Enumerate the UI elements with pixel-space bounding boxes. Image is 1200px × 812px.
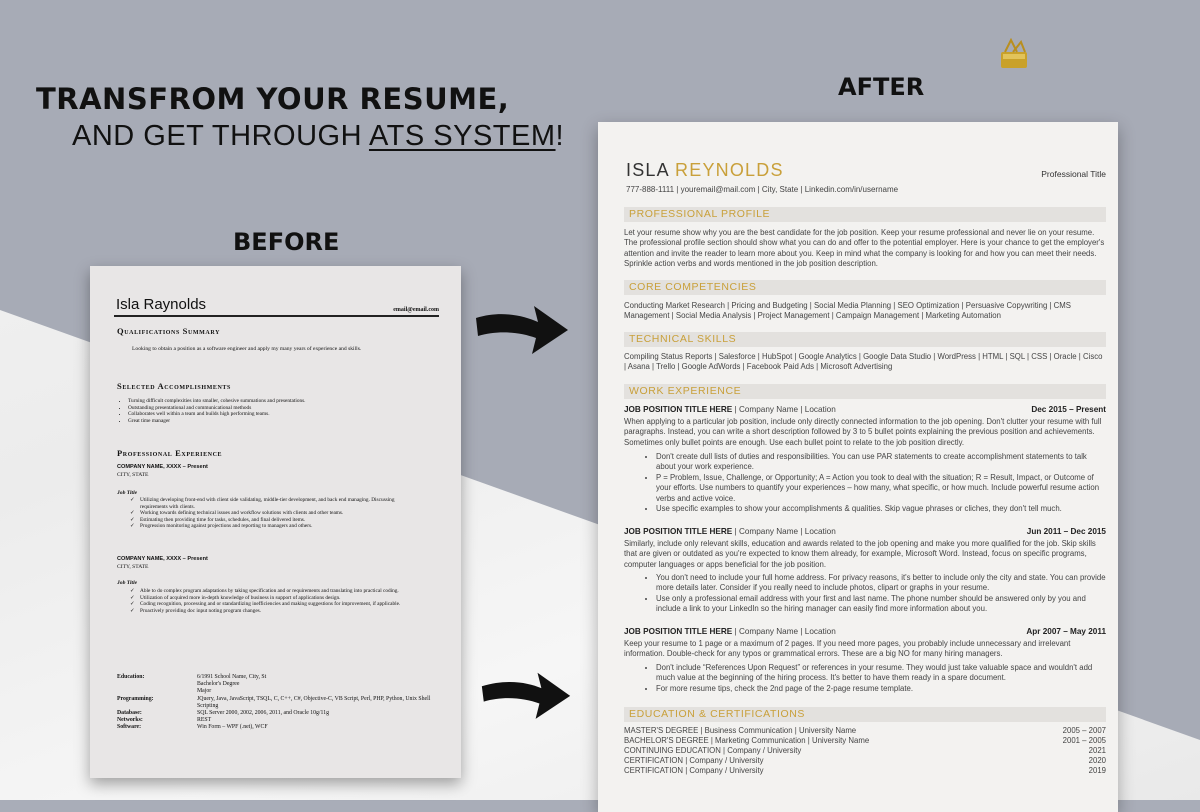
job-bullets [640, 663, 1106, 694]
job-title: Job Title [117, 580, 138, 586]
education-text: CERTIFICATION | Company / University [624, 756, 764, 765]
detail-key: Education: [117, 674, 145, 680]
list-item: • P = Problem, Issue, Challenge, or Opportunity; A = Action you took to deal with the situation; R = Result, Impact, or Outcome of your efforts. Use numbers to quantify your experiences – how many, what specific, or how much. Include powerful resume action verbs and active voice. [656, 473, 1106, 504]
job-company: | Company Name | Location [732, 527, 836, 536]
section-heading: TECHNICAL SKILLS [629, 333, 737, 345]
last-name: REYNOLDS [675, 160, 784, 180]
headline-line1: TRANSFROM YOUR RESUME, [36, 82, 510, 116]
list-item: ✓ Utilizing developing front-end with client side validating, middle-tier development, and back end managing. Discussing requirements with clients. [130, 497, 401, 510]
job-title: JOB POSITION TITLE HERE [624, 627, 733, 636]
section-heading: Selected Accomplishments [117, 381, 231, 391]
list-item: ✓ Able to do complex program adaptations by taking specification and or requirements and translating into practical coding. [130, 588, 401, 595]
section-band [624, 207, 1106, 222]
table-row [117, 674, 437, 696]
accomplishments-list [118, 398, 431, 424]
detail-key: Software: [117, 724, 142, 731]
after-resume [598, 122, 1118, 812]
binder-clip-icon [995, 38, 1035, 74]
detail-value: Win Form – WPF (.net), WCF [197, 724, 268, 731]
education-row [624, 736, 1106, 746]
before-name: Isla Raynolds [116, 296, 207, 313]
divider [114, 315, 439, 317]
job-dates: Jun 2011 – Dec 2015 [1026, 527, 1106, 536]
education-years: 2005 – 2007 [1062, 726, 1106, 735]
detail-key: Programming: [117, 695, 154, 702]
job-dates: Apr 2007 – May 2011 [1026, 627, 1106, 636]
education-text: CERTIFICATION | Company / University [624, 766, 764, 775]
after-label: AFTER [838, 73, 925, 101]
section-heading: WORK EXPERIENCE [629, 385, 742, 397]
list-item: ✓ Utilization of acquired more in-depth knowledge of business in support of applications design. [130, 595, 401, 602]
list-item: • You don't need to include your full home address. For privacy reasons, it's better to include only the city and state. You can provide more details later. Consider if you really need to include photos, clipart or graphs in your resume. [656, 573, 1106, 594]
arrow-right-icon [472, 296, 572, 360]
before-label: BEFORE [233, 228, 340, 256]
detail-key: Database: [117, 710, 142, 717]
headline-line2-underlined: ATS SYSTEM [368, 120, 556, 152]
details-table [117, 674, 437, 732]
list-item: ✓ Working towards defining technical issues and workflow solutions with clients and other teams. [130, 510, 401, 517]
education-text: BACHELOR'S DEGREE | Marketing Communication | University Name [624, 736, 870, 745]
list-item: ✓ Progression monitoring against projections and reporting to managers and others. [130, 523, 401, 530]
contact-line: 777-888-1111 | youremail@mail.com | City, State | Linkedin.com/in/username [626, 185, 899, 194]
education-text: CONTINUING EDUCATION | Company / University [624, 746, 802, 755]
arrow-right-icon [478, 660, 574, 724]
list-item: • Turning difficult complexities into smaller, cohesive summations and presentations. [128, 398, 431, 405]
list-item: • Outstanding presentational and communicational methods [128, 405, 431, 412]
after-name [626, 160, 784, 181]
headline [36, 82, 565, 152]
list-item: ✓ Coding recognition, processing and or standardizing inefficiencies and making suggestions for improvement, if applicable. [130, 601, 401, 608]
section-heading: PROFESSIONAL PROFILE [629, 208, 771, 220]
job-company: | Company Name | Location [732, 627, 836, 636]
education-years: 2020 [1088, 756, 1106, 765]
table-row [117, 696, 437, 710]
company-line: COMPANY NAME, XXXX – Present [117, 464, 208, 470]
job-bullets [130, 497, 401, 530]
section-band [624, 384, 1106, 399]
company-location: CITY, STATE [117, 472, 149, 478]
job-bullets [640, 573, 1106, 615]
section-heading: CORE COMPETENCIES [629, 281, 757, 293]
detail-value: JQuery, Java, JavaScript, TSQL, C, C++, C#, Objective-C, VB Script, Perl, PHP, Python, Unix Shell Scripting [197, 695, 431, 709]
company-location: CITY, STATE [117, 564, 149, 570]
education-row [624, 726, 1106, 736]
job-dates: Dec 2015 – Present [1031, 405, 1106, 414]
education-text: MASTER'S DEGREE | Business Communication | University Name [624, 726, 857, 735]
section-band [624, 707, 1106, 722]
headline-line2-prefix: AND GET THROUGH [72, 120, 369, 152]
job-bullets [640, 452, 1106, 514]
education-row [624, 746, 1106, 756]
list-item: • Great time manager [128, 418, 431, 425]
section-band [624, 280, 1106, 295]
job-title: Job Title [117, 490, 138, 496]
detail-value: SQL Server 2000, 2002, 2006, 2011, and Oracle 10g/11g [197, 710, 330, 717]
job-title: JOB POSITION TITLE HERE [624, 527, 733, 536]
education-row [624, 766, 1106, 776]
first-name: ISLA [626, 160, 669, 180]
list-item: • Don't include “References Upon Request” or references in your resume. They would just take valuable space and wouldn't add much value at the beginning of the hiring process. It's better to have them ready in a spare document. [656, 663, 1106, 684]
competencies-text: Conducting Market Research | Pricing and Budgeting | Social Media Planning | SEO Optimization | Persuasive Copywriting | CMS Management | Social Media Analysis | Project Management | Campaign Management | Marketing Automation [624, 301, 1071, 321]
list-item: • For more resume tips, check the 2nd page of the 2-page resume template. [656, 684, 1106, 694]
job-header [624, 405, 1106, 414]
profile-text: Let your resume show why you are the best candidate for the job position. Keep your resume professional and never lie on your resume. The professional profile section should show what you can do and offer to the potential employer. Here is your chance to get the employer's attention and invite the reader to learn more about you. Keep in mind what the company is looking for and how you can meet their needs. Sprinkle action verbs and words mentioned in the job position description. [624, 228, 1105, 269]
section-heading: Qualifications Summary [117, 326, 221, 336]
job-title: JOB POSITION TITLE HERE [624, 405, 733, 414]
job-header [624, 527, 1106, 536]
education-row [624, 756, 1106, 766]
list-item: • Use specific examples to show your accomplishments & qualities. Skip vague phrases or cliches, they don't tell much. [656, 504, 1106, 514]
before-email: email@email.com [393, 307, 439, 313]
section-heading: Professional Experience [117, 448, 223, 458]
job-header [624, 627, 1106, 636]
job-summary: Keep your resume to 1 page or a maximum of 2 pages. If you need more pages, you probably include unnecessary and irrelevant information. Double-check for any typos or grammatical errors. These are a big NO for many hiring managers. [624, 639, 1071, 659]
education-years: 2019 [1088, 766, 1106, 775]
section-heading: EDUCATION & CERTIFICATIONS [629, 708, 806, 720]
list-item: • Collaborates well within a team and builds high performing teams. [128, 411, 431, 418]
education-years: 2001 – 2005 [1062, 736, 1106, 745]
professional-title: Professional Title [1041, 169, 1106, 179]
before-resume [90, 266, 461, 778]
table-row [117, 710, 437, 717]
list-item: ✓ Proactively providing doc input noting program changes. [130, 608, 401, 615]
list-item: • Don't create dull lists of duties and responsibilities. You can use PAR statements to create accomplishment statements to talk about your work experience. [656, 452, 1106, 473]
education-years: 2021 [1088, 746, 1106, 755]
detail-key: Networks: [117, 717, 143, 724]
detail-value: REST [197, 717, 212, 724]
headline-line2 [72, 120, 564, 153]
table-row [117, 717, 437, 724]
headline-line2-suffix: ! [555, 120, 565, 152]
section-band [624, 332, 1106, 347]
list-item: • Use only a professional email address with your first and last name. The phone number should be answered only by you and include a link to your LinkedIn so the hiring manager can easily find more information about you. [656, 594, 1106, 615]
skills-text: Compiling Status Reports | Salesforce | HubSpot | Google Analytics | Google Data Studio | WordPress | HTML | SQL | CSS | Oracle | Cisco | Asana | Trello | Google AdWords | Facebook Paid Ads | Microsoft Advertising [624, 352, 1103, 372]
qualifications-text: Looking to obtain a position as a software engineer and apply my many years of experience and skills. [132, 346, 362, 352]
job-bullets [130, 588, 401, 614]
company-line: COMPANY NAME, XXXX – Present [117, 556, 208, 562]
list-item: ✓ Estimating then providing time for tasks, schedules, and final delivered items. [130, 517, 401, 524]
job-company: | Company Name | Location [732, 405, 836, 414]
job-summary: When applying to a particular job position, include only directly connected information to the job opening. Don't clutter your resume with full paragraphs. Instead, you can write a short description followed by 3 to 5 bullet points explaining the previous position and achievements. Sometimes only bullet points are enough. Use each bullet point to relate to the job position directly. [624, 417, 1102, 447]
job-summary: Similarly, include only relevant skills, education and awards related to the job opening and make you more qualified for the job. Skip skills that are given or outdated as you're expected to know them already, for example, Microsoft Word. Instead, focus on specific programs, computer languages or apps beneficial for the job position. [624, 539, 1096, 569]
table-row [117, 724, 437, 731]
detail-value: 6/1991 School Name, City, St Bachelor's Degree Major [197, 674, 267, 695]
